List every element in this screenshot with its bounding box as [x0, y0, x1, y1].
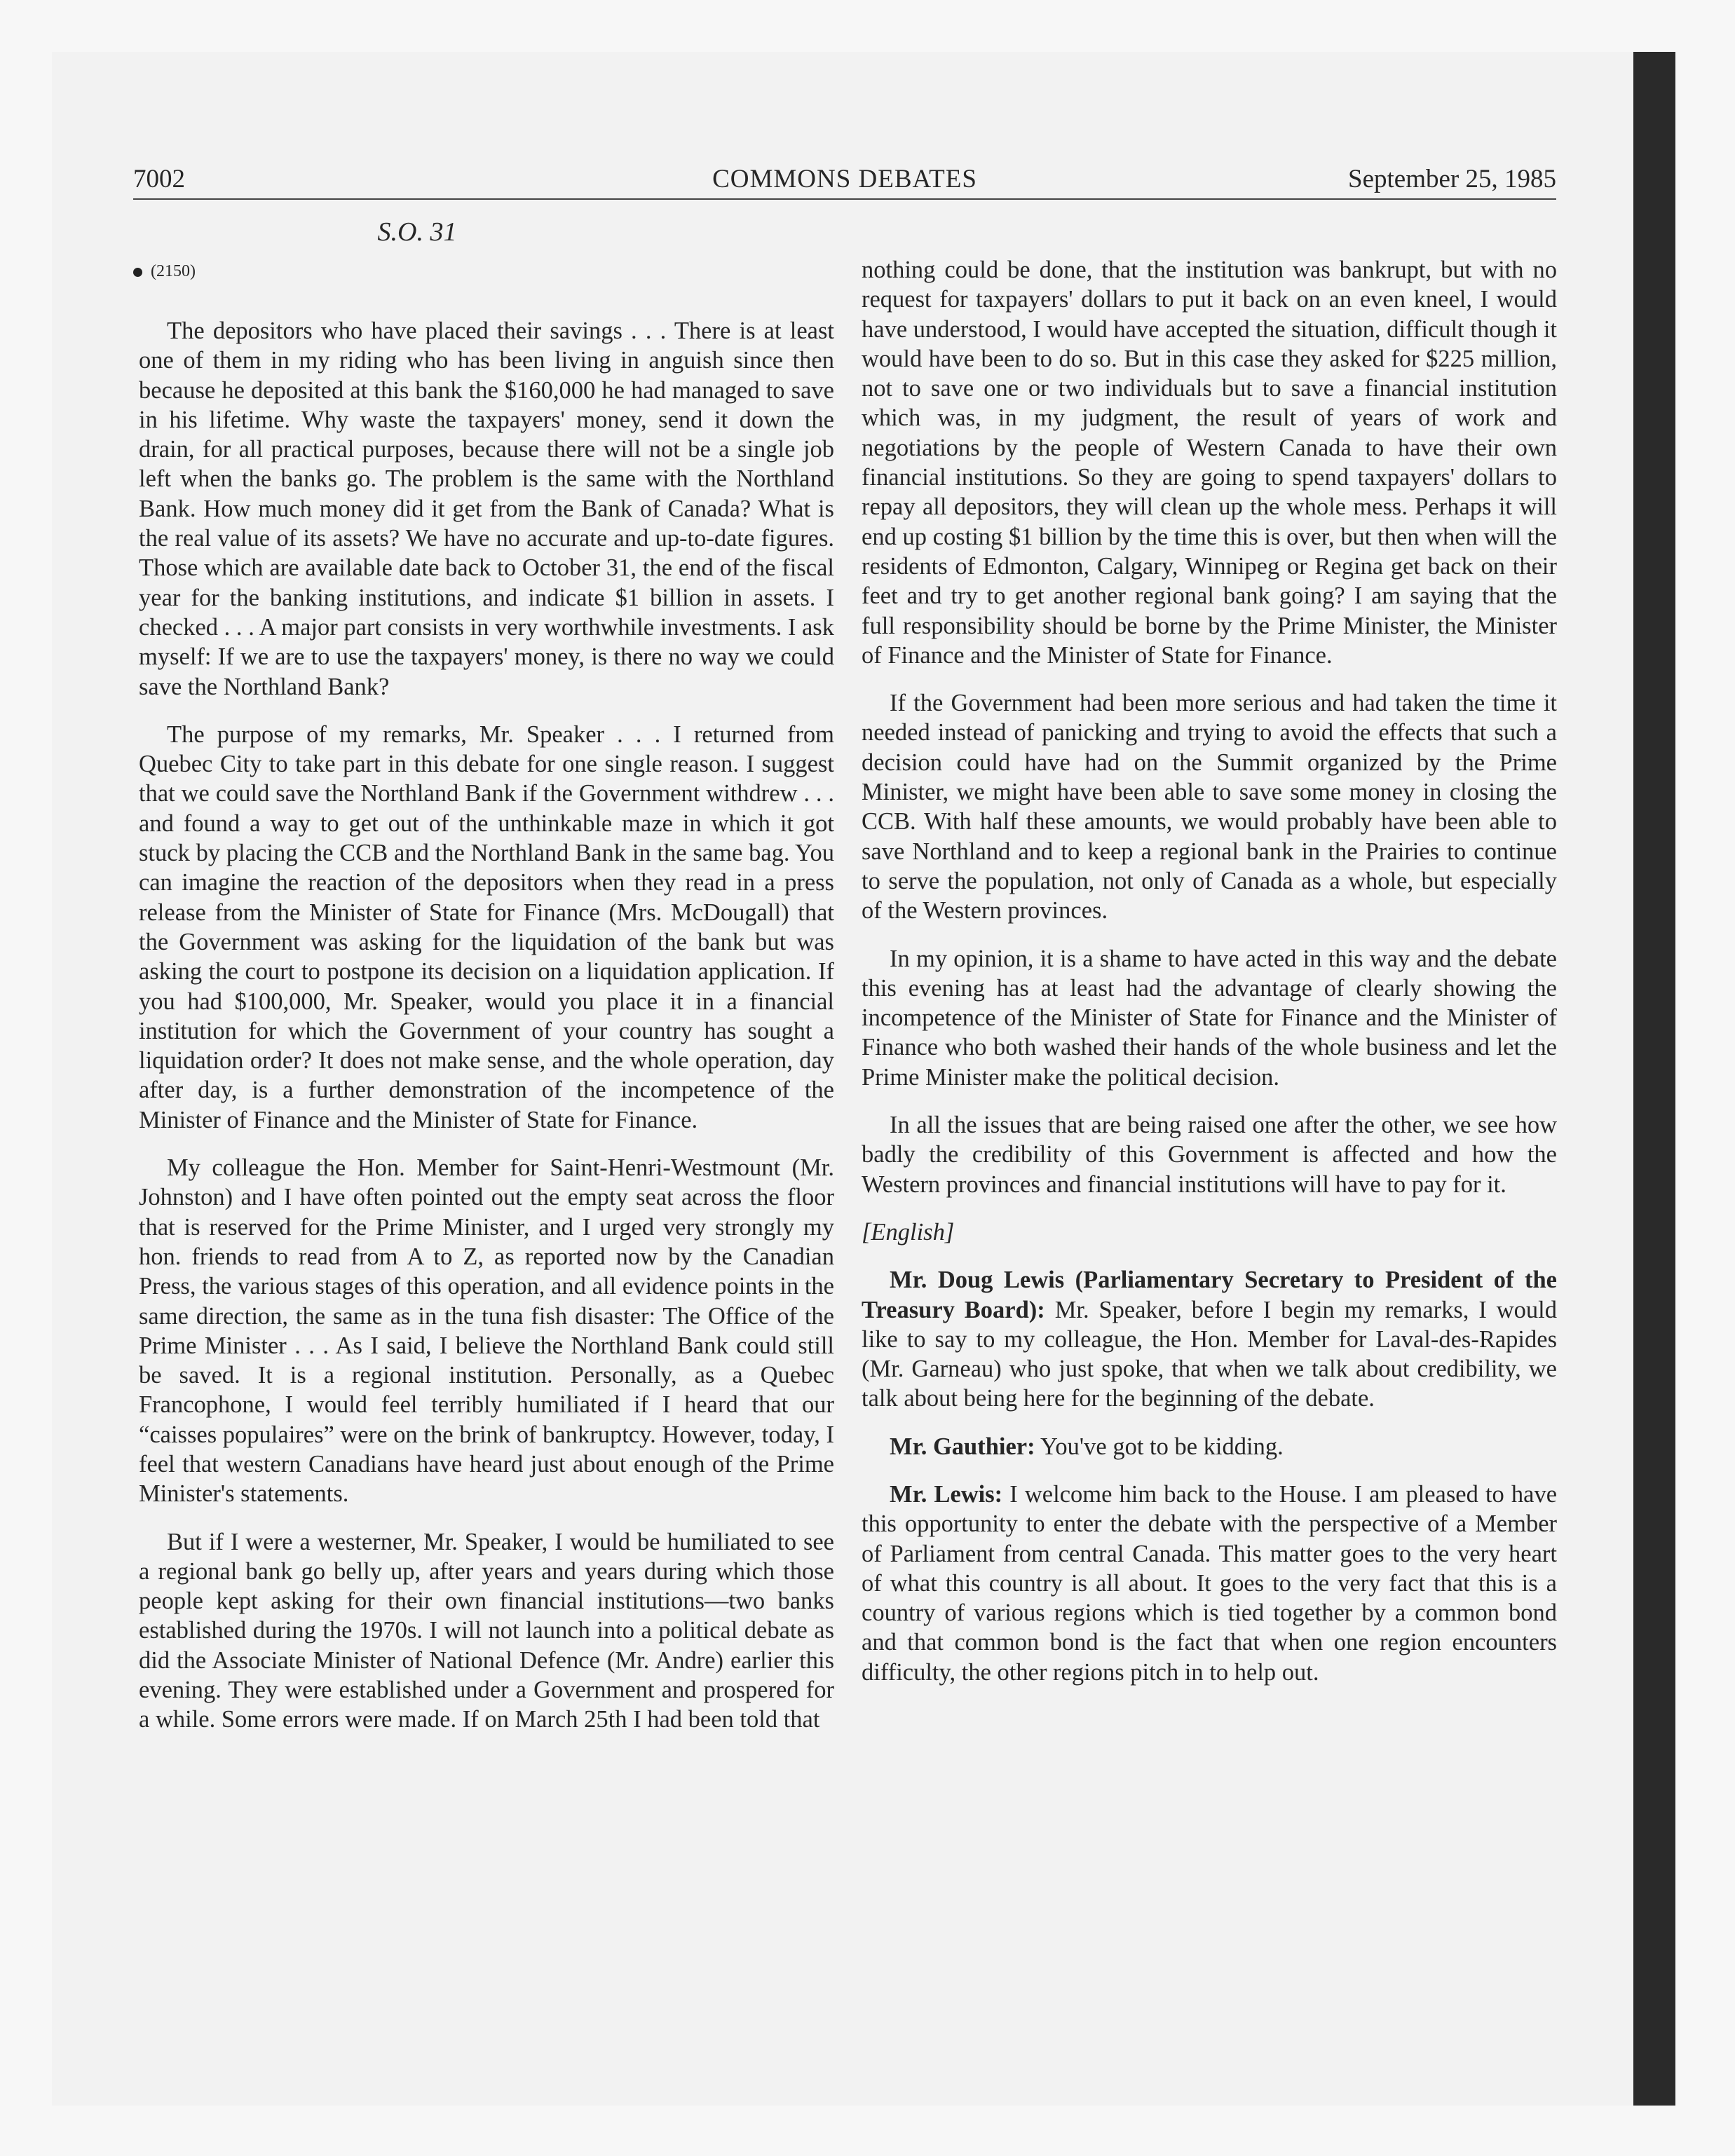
paragraph: But if I were a westerner, Mr. Speaker, I would be humiliated to see a regional bank go belly up, after years and years during which those people kept asking for their own financial institutions—two banks established during the 1970s. I will not launch into a political debate as did the Associate Minister of National Defence (Mr. Andre) earlier this evening. They were established under a Government and prospered for a while. Some errors were made. If on March 25th I had been told that	[139, 1528, 834, 1733]
speaker-name: Mr. Gauthier:	[890, 1433, 1035, 1460]
timestamp-text: (2150)	[151, 262, 196, 280]
speech-text: Mr. Speaker, before I begin my remarks, I would like to say to my colleague, the Hon. Member for Laval-des-Rapides (Mr. Garneau) who just spoke, that when we talk about credibility, we talk about being here for the beginning of the debate.	[862, 1296, 1557, 1412]
section-heading: S.O. 31	[377, 217, 457, 247]
paragraph: In all the issues that are being raised one after the other, we see how badly the credibility of this Government is affected and how the Western provinces and financial institutions will have to pay for it.	[862, 1112, 1557, 1198]
paragraph: nothing could be done, that the institution was bankrupt, but with no request for taxpayers' dollars to put it back on an even kneel, I would have understood, I would have accepted the situation, difficult though it would have been to do so. But in this case they asked for $225 million, not to save one or two individuals but to save a financial institution which was, in my judgment, the result of years of work and negotiations by the people of Western Canada to have their own financial institutions. So they are going to spend taxpayers' dollars to repay all depositors, they will clean up the whole mess. Perhaps it will end up costing $1 billion by the time this is over, but then when will the residents of Edmonton, Calgary, Winnipeg or Regina get back on their feet and try to get another regional bank going? I am saying that the full responsibility should be borne by the Prime Minister, the Minister of Finance and the Minister of State for Finance.	[862, 257, 1557, 669]
paragraph: The purpose of my remarks, Mr. Speaker . . . I returned from Quebec City to take part in this debate for one single reason. I suggest that we could save the Northland Bank if the Government withdrew . . . and found a way to get out of the unthinkable maze in which it got stuck by placing the CCB and the Northland Bank in the same bag. You can imagine the reaction of the depositors when they read in a press release from the Minister of State for Finance (Mrs. McDougall) that the Government was asking for the liquidation of the bank but was asking the court to postpone its decision on a liquidation application. If you had $100,000, Mr. Speaker, would you place it in a financial institution for which the Government of your country has sought a liquidation order? It does not make sense, and the whole operation, day after day, is a further demonstration of the incompetence of the Minister of Finance and the Minister of State for Finance.	[139, 721, 834, 1133]
bullet-icon	[133, 268, 142, 277]
timestamp-marker	[133, 259, 196, 283]
scan-binding-edge	[1633, 52, 1675, 2106]
page-header	[133, 163, 1556, 196]
speech-text: You've got to be kidding.	[1035, 1433, 1284, 1460]
header-date: September 25, 1985	[1348, 165, 1556, 193]
speech-paragraph	[862, 1265, 1557, 1413]
speech-paragraph	[862, 1480, 1557, 1687]
language-marker: [English]	[862, 1218, 955, 1246]
page-number: 7002	[133, 165, 185, 193]
paragraph: My colleague the Hon. Member for Saint-Henri-Westmount (Mr. Johnston) and I have often pointed out the empty seat across the floor that is reserved for the Prime Minister, and I urged very strongly my hon. friends to read from A to Z, as reported now by the Canadian Press, the various stages of this operation, and all evidence points in the same direction, the same as in the tuna fish disaster: The Office of the Prime Minister . . . As I said, I believe the Northland Bank could still be saved. It is a regional institution. Personally, as a Quebec Francophone, I would feel terribly humiliated if I heard that our “caisses populaires” were on the brink of bankruptcy. However, today, I feel that western Canadians have heard just about enough of the Prime Minister's statements.	[139, 1154, 834, 1508]
speaker-name: Mr. Doug Lewis (Parliamentary Secretary to President of the Treasury Board):	[862, 1267, 1557, 1323]
paragraph: In my opinion, it is a shame to have acted in this way and the debate this evening has at least had the advantage of clearly showing the incompetence of the Minister of State for Finance and the Minister of Finance who both washed their hands of the whole business and let the Prime Minister make the political decision.	[862, 945, 1557, 1091]
speaker-name: Mr. Lewis:	[890, 1480, 1003, 1508]
paragraph: The depositors who have placed their savings . . . There is at least one of them in my riding who has been living in anguish since then because he deposited at this bank the $160,000 he had managed to save in his lifetime. Why waste the taxpayers' money, send it down the drain, for all practical purposes, because there will not be a single job left when the banks go. The problem is the same with the Northland Bank. How much money did it get from the Bank of Canada? What is the real value of its assets? We have no accurate and up-to-date figures. Those which are available date back to October 31, the end of the fiscal year for the banking institutions, and indicate $1 billion in assets. I checked . . . A major part consists in very worthwhile investments. I ask myself: If we are to use the taxpayers' money, is there no way we could save the Northland Bank?	[139, 318, 834, 700]
right-column	[862, 255, 1557, 1705]
left-column	[139, 316, 834, 1753]
header-rule	[133, 198, 1556, 200]
speech-paragraph	[862, 1432, 1557, 1461]
journal-title: COMMONS DEBATES	[712, 165, 977, 193]
paragraph: If the Government had been more serious and had taken the time it needed instead of panicking and trying to avoid the effects that such a decision could have had on the Summit organized by the Prime Minister, we might have been able to save some money in closing the CCB. With half these amounts, we would probably have been able to save Northland and to keep a regional bank in the Prairies to continue to serve the population, not only of Canada as a whole, but especially of the Western provinces.	[862, 690, 1557, 925]
speech-text: I welcome him back to the House. I am pleased to have this opportunity to enter the debate with the perspective of a Member of Parliament from central Canada. This matter goes to the very heart of what this country is all about. It goes to the very fact that this is a country of various regions which is tied together by a common bond and that common bond is the fact that when one region encounters difficulty, the other regions pitch in to help out.	[862, 1480, 1558, 1686]
